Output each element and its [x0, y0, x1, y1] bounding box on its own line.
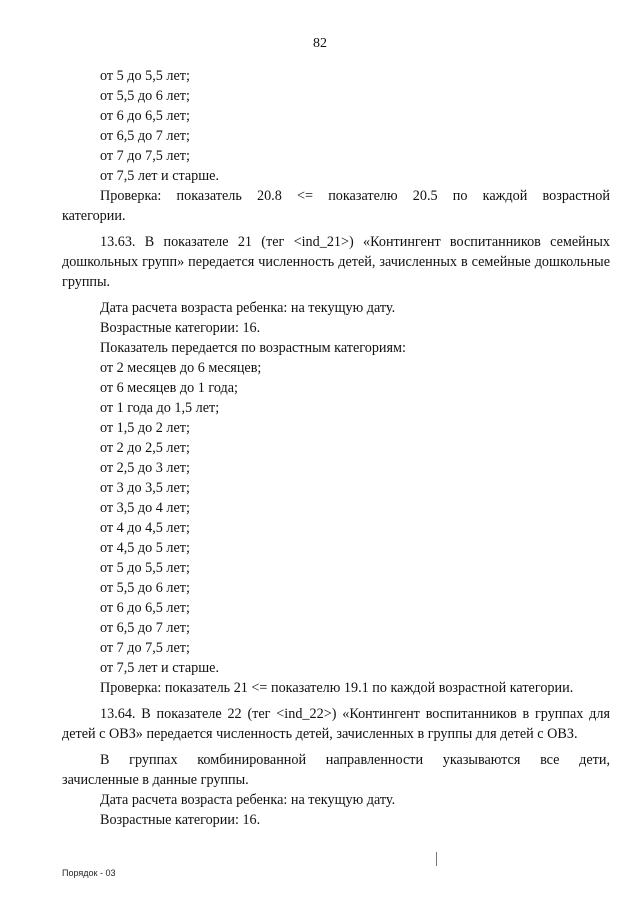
list-item: от 2 до 2,5 лет;: [100, 440, 190, 456]
calc-date-line: Дата расчета возраста ребенка: на текущую дату.: [100, 792, 396, 808]
check-20-line1: Проверка: показатель 20.8 <= показателю 20.5 по каждой возрастной: [100, 188, 610, 204]
list-item: от 2 месяцев до 6 месяцев;: [100, 360, 262, 376]
list-item: от 6,5 до 7 лет;: [100, 128, 190, 144]
age-categories-line: Возрастные категории: 16.: [100, 320, 261, 336]
list-item: от 5,5 до 6 лет;: [100, 88, 190, 104]
list-item: от 3,5 до 4 лет;: [100, 500, 190, 516]
list-item: от 7 до 7,5 лет;: [100, 148, 190, 164]
footer-label: Порядок - 03: [62, 868, 116, 878]
calc-date-line: Дата расчета возраста ребенка: на текущую дату.: [100, 300, 396, 316]
list-item: от 5 до 5,5 лет;: [100, 560, 190, 576]
list-item: от 6 до 6,5 лет;: [100, 600, 190, 616]
section-13-64-paragraph: 13.64. В показателе 22 (тег <ind_22>) «Контингент воспитанников в группах для детей с ОВЗ» передается численность детей, зачисленных в группы для детей с ОВЗ.: [62, 706, 610, 742]
list-item: от 7,5 лет и старше.: [100, 660, 220, 676]
list-item: от 1 года до 1,5 лет;: [100, 400, 220, 416]
list-item: от 5 до 5,5 лет;: [100, 68, 190, 84]
list-item: от 4 до 4,5 лет;: [100, 520, 190, 536]
combined-groups-line1: В группах комбинированной направленности указываются все дети,: [100, 752, 610, 768]
check-21-line: Проверка: показатель 21 <= показателю 19.1 по каждой возрастной категории.: [100, 680, 574, 696]
top-age-list: [62, 66, 610, 186]
list-item: от 4,5 до 5 лет;: [100, 540, 190, 556]
list-item: от 7 до 7,5 лет;: [100, 640, 190, 656]
age-categories-line: Возрастные категории: 16.: [100, 812, 261, 828]
section-13-63-age-list: [62, 358, 610, 678]
combined-groups-line2: зачисленные в данные группы.: [62, 772, 249, 788]
scan-mark: [436, 852, 437, 866]
document-body: [62, 66, 610, 830]
by-age-intro: Показатель передается по возрастным категориям:: [100, 340, 406, 356]
list-item: от 6 до 6,5 лет;: [100, 108, 190, 124]
list-item: от 5,5 до 6 лет;: [100, 580, 190, 596]
list-item: от 2,5 до 3 лет;: [100, 460, 190, 476]
check-20-line2: категории.: [62, 208, 126, 224]
list-item: от 6 месяцев до 1 года;: [100, 380, 238, 396]
page-number: 82: [313, 36, 327, 51]
list-item: от 1,5 до 2 лет;: [100, 420, 190, 436]
list-item: от 3 до 3,5 лет;: [100, 480, 190, 496]
list-item: от 7,5 лет и старше.: [100, 168, 220, 184]
section-13-63-paragraph: 13.63. В показателе 21 (тег <ind_21>) «Контингент воспитанников семейных дошкольных групп» передается численность детей, зачисленных в семейные дошкольные группы.: [62, 234, 610, 290]
list-item: от 6,5 до 7 лет;: [100, 620, 190, 636]
